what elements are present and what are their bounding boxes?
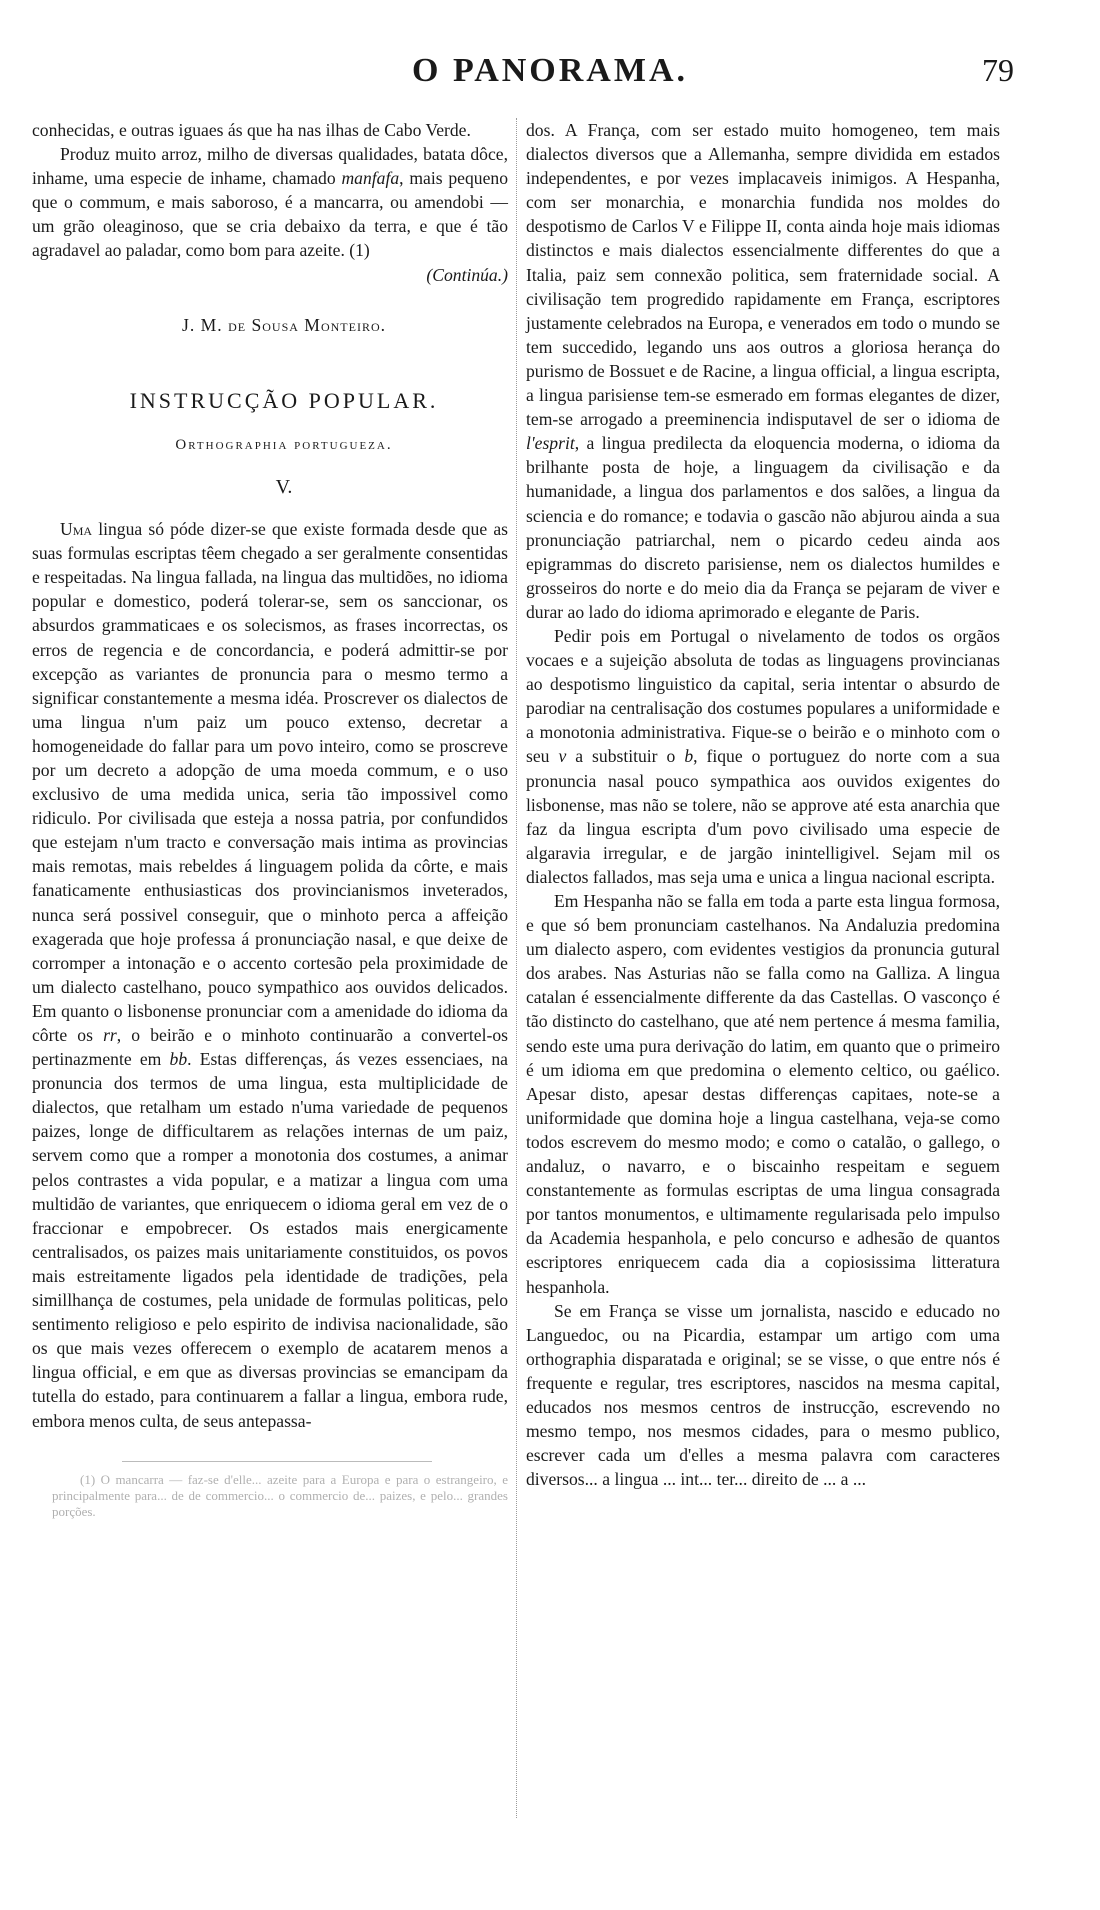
italic-term: rr bbox=[103, 1025, 117, 1045]
right-column bbox=[526, 118, 1000, 1491]
text-run: lingua só póde dizer-se que existe formada desde que as suas formulas escriptas têem chegado a ser geralmente consentidas e respeitadas. Na lingua fallada, na lingua das multidões, no idioma popular e domestico, poderá tolerar-se, sem os sanccionar, os absurdos grammaticaes e os solecismos, as frases incorrectas, os erros de regencia e de concordancia, e poderá admittir-se por excepção as variantes de pronuncia para o mesmo termo a significar constantemente a mesma idéa. Proscrever os dialectos de uma lingua n'um paiz um pouco extenso, decretar a homogeneidade do fallar para um povo inteiro, como se proscreve por um decreto a adopção de uma moeda commum, e o uso exclusivo de uma medida unica, seria tão impossivel como ridiculo. Por civilisada que esteja a nossa patria, por confundidos que estejam n'um tracto e conversação mais intima as provincias mais remotas, mais rebeldes á linguagem polida da côrte, e mais fanaticamente enthusiasticas dos provincianismos inveterados, nunca será possivel conseguir, que o minhoto perca a affeição exagerada que hoje professa á pronunciação nasal, e que deixe de corromper a intonação e o accento cortesão pela proximidade de um dialecto castelhano, pouco sympathico aos ouvidos delicados. Em quanto o lisbonense pronunciar com a amenidade do idioma da côrte os bbox=[32, 519, 508, 1045]
section-subtitle: Orthographia portugueza. bbox=[175, 436, 393, 453]
text-run: dos. A França, com ser estado muito homogeneo, tem mais dialectos diversos que a Allemanha, sempre dividida em estados independentes, e por vezes implacaveis inimigos. A Hespanha, com ser monarchia, e monarchia fundida nos moldes do despotismo de Carlos V e Filippe II, conta ainda hoje mais idiomas distinctos e mais dialectos essencialmente differentes do que a Italia, paiz sem connexão politica, sem fraternidade social. A civilisação tem progredido rapidamente em França, escriptores justamente celebrados na Europa, e venerados em todo o mundo se tem succedido, legando uns aos outros a gloriosa herança do purismo de Bossuet e de Racine, a lingua official, a lingua escripta, a lingua parisiense tem-se esmerado em formas elegantes de dizer, tem-se arrogado a preeminencia indisputavel de ser o idioma de bbox=[526, 120, 1000, 430]
text-run: Pedir pois em Portugal o nivelamento de todos os orgãos vocaes e a sujeição absoluta de todas as linguagens provincianas ao despotismo linguistico da capital, seria intentar o absurdo de parodiar na centralisação dos costumes populares a uniformidade e a monotonia administrativa. Fique-se o beirão e o minhoto com o seu bbox=[526, 625, 1000, 767]
page-number: 79 bbox=[982, 52, 1014, 88]
left-column bbox=[32, 118, 508, 1520]
italic-term: b bbox=[684, 746, 694, 767]
paragraph bbox=[526, 118, 1000, 624]
paragraph: Em Hespanha não se falla em toda a parte esta lingua formosa, e que só bem pronunciam castelhanos. Na Andaluzia predomina um dialecto aspero, com evidentes vestigios da pronuncia gutural dos arabes. Nas Asturias não se falla como na Galliza. A lingua catalan é essencialmente differente da das Castellas. O vasconço é tão distincto do castelhano, que até nem pertence á mesma familia, sendo este uma pura derivação do latim, em quanto que o primeiro é um idioma em que predomina o elemento celtico, ou gaélico. Apesar disto, apesar destas differenças capitaes, note-se a uniformidade que domina hoje a lingua castelhana, veja-se como todos escrevem do mesmo modo; e como o catalão, o gallego, o andaluz, o navarro, e o biscainho respeitam e seguem constantemente as formulas escriptas de uma lingua consagrada por tantos monumentos, e ultimamente regularisada pelo impulso da Academia hespanhola, e pelo concurso e adhesão de quantos escriptores enriquecem cada dia a copiosissima litteratura hespanhola. bbox=[526, 891, 1000, 1297]
continua-note: (Continúa.) bbox=[426, 264, 508, 285]
page-header bbox=[0, 52, 1100, 98]
paragraph bbox=[32, 142, 508, 262]
text-run: . Estas differenças, ás vezes essenciaes, na pronuncia dos termos de uma lingua, esta multiplicidade de dialectos, que retalham um estado n'uma variedade de pequenos paizes, longe de difficultarem as relações internas de um paiz, servem como que a romper a monotonia dos costumes, a animar pelos contrastes a vida popular, e a matizar a lingua com uma multidão de variantes, que enriquecem o idioma geral em vez de o fraccionar e empobrecer. Os estados mais energicamente centralisados, os paizes mais unitariamente constituidos, os povos mais estreitamente ligados pela identidade de tradições, pela simillhança de costumes, pela unidade de formulas politicas, pelo sentimento religioso e pelo espirito de indivisa nacionalidade, são os que mais vezes offerecem o exemplo de acatarem menos a lingua official, e em que as diversas provincias se emancipam da tutella do estado, para continuarem a fallar a lingua, embora rude, embora menos culta, de seus antepassa- bbox=[32, 1049, 508, 1431]
author-signature bbox=[32, 313, 508, 337]
section-numeral: V. bbox=[275, 475, 293, 498]
italic-term: v bbox=[558, 746, 567, 767]
paragraph: conhecidas, e outras iguaes ás que ha nas ilhas de Cabo Verde. bbox=[32, 120, 471, 140]
text-run: , a lingua predilecta da eloquencia moderna, o idioma da brilhante posta de hoje, a linguagem da civilisação e da humanidade, a lingua dos parlamentos e dos salões, a lingua da sciencia e do romance; e todavia o gascão não abjurou ainda a sua pronunciação patriarchal, nem o picardo cedeu ainda aos epigrammas do discreto parisiense, nem os dialectos humildes e grosseiros do norte e do meio dia da França se pejaram de viver e durar ao lado do idioma aprimorado e elegante de Paris. bbox=[526, 433, 1000, 622]
paragraph bbox=[526, 624, 1000, 889]
text-run: a substituir o bbox=[566, 746, 685, 767]
text-run: , o beirão e o minhoto continuarão a convertel-os pertinazmente em bbox=[32, 1025, 508, 1070]
footnote-divider bbox=[122, 1461, 432, 1462]
text-run: , mais pequeno que o commum, e mais saboroso, é a mancarra, ou amendobi — um grão oleaginoso, que se cria debaixo da terra, e que é tão agradavel ao paladar, como bom para azeite. (1) bbox=[32, 168, 508, 261]
section-title: INSTRUCÇÃO POPULAR. bbox=[129, 387, 439, 413]
text-run: Produz muito arroz, milho de diversas qualidades, batata dôce, inhame, uma especie de inhame, chamado bbox=[32, 144, 508, 189]
journal-title: O PANORAMA. bbox=[412, 52, 688, 89]
text-run: , fique o portuguez do norte com a sua pronuncia nasal pouco sympathica aos ouvidos exigentes do lisbonense, mas não se tolere, não se approve até esta anarchia que faz da lingua escripta d'um povo civilisado uma especie de algaravia irregular, e de jargão inintelligivel. Sejam mil os dialectos fallados, mas seja uma e unica a lingua nacional escripta. bbox=[526, 746, 1000, 887]
footnote: (1) O mancarra — faz-se d'elle... azeite para a Europa e para o estrangeiro, e principalmente para... de de commercio... o commercio de... paizes, e pelo... grandes porções. bbox=[52, 1471, 508, 1519]
paragraph: Se em França se visse um jornalista, nascido e educado no Languedoc, ou na Picardia, estampar um artigo com uma orthographia disparatada e original; se se visse, o que entre nós é frequente e regular, tres escriptores, nascidos na mesma capital, educados nos mesmos centros de instrucção, escrevendo no mesmo tempo, nos mesmos cidades, para o mesmo publico, escrever cada um d'elles a mesma palavra com caracteres diversos... a lingua ... int... ter... direito de ... a ... bbox=[526, 1300, 1000, 1490]
italic-term: bb bbox=[169, 1049, 188, 1070]
italic-term: l'esprit bbox=[526, 433, 575, 454]
dropcap-word: Uma bbox=[60, 519, 93, 540]
column-divider bbox=[516, 118, 517, 1818]
italic-term: manfafa bbox=[341, 168, 400, 189]
author-name: de Sousa Monteiro. bbox=[228, 314, 387, 335]
paragraph bbox=[32, 517, 508, 1433]
author-initials: J. M. bbox=[181, 314, 223, 335]
